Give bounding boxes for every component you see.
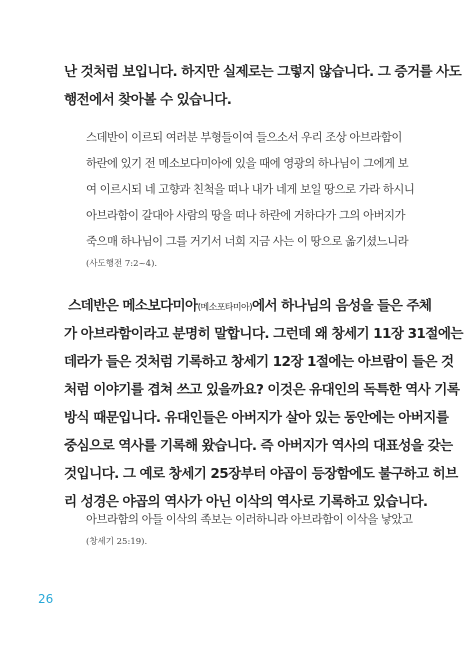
text-segment: 에서 하나님의 음성을 들은 주체 [251,298,432,314]
text-line: 가 아브라함이라고 분명히 말합니다. 그런데 왜 창세기 11장 31절에는 [64,326,463,342]
quote-line: 하란에 있기 전 메소보다미아에 있을 때에 영광의 하나님이 그에게 보 [86,156,409,170]
quote-line: 아브라함의 아들 이삭의 족보는 이러하니라 아브라함이 이삭을 낳았고 [86,512,413,526]
quote-citation: (사도행전 7:2~4). [86,259,158,269]
text-line: 처럼 이야기를 겹쳐 쓰고 있을까요? 이것은 유대인의 독특한 역사 기록 [64,382,460,398]
text-segment: 스데반은 메소보다미아 [68,298,198,314]
body-paragraph [64,292,463,516]
text-line: 중심으로 역사를 기록해 왔습니다. 즉 아버지가 역사의 대표성을 갖는 [64,438,453,454]
quote-citation: (창세기 25:19). [86,537,148,547]
scripture-quote-acts [86,124,415,274]
quote-line: 여 이르시되 네 고향과 친척을 떠나 내가 네게 보일 땅으로 가라 하시니 [86,182,415,196]
quote-line: 스데반이 이르되 여러분 부형들이여 들으소서 우리 조상 아브라함이 [86,130,402,144]
scripture-quote-genesis [86,506,413,552]
page-number: 26 [38,592,54,606]
text-line: 행전에서 찾아볼 수 있습니다. [64,92,232,108]
quote-line: 아브라함이 갈대아 사람의 땅을 떠나 하란에 거하다가 그의 아버지가 [86,208,406,222]
text-line: 방식 때문입니다. 유대인들은 아버지가 살아 있는 동안에는 아버지를 [64,410,449,426]
text-line [64,292,432,320]
text-line: 것입니다. 그 예로 창세기 25장부터 야곱이 등장함에도 불구하고 히브 [64,466,458,482]
annotation-text: (메소포타미아) [197,303,252,313]
intro-paragraph [64,58,462,114]
text-line: 데라가 들은 것처럼 기록하고 창세기 12장 1절에는 아브람이 들은 것 [64,354,454,370]
quote-line: 죽으매 하나님이 그를 거기서 너희 지금 사는 이 땅으로 옮기셨느니라 [86,234,409,248]
text-line: 리 성경은 야곱의 역사가 아닌 이삭의 역사로 기록하고 있습니다. [64,494,428,510]
text-line: 난 것처럼 보입니다. 하지만 실제로는 그렇지 않습니다. 그 증거를 사도 [64,64,462,80]
